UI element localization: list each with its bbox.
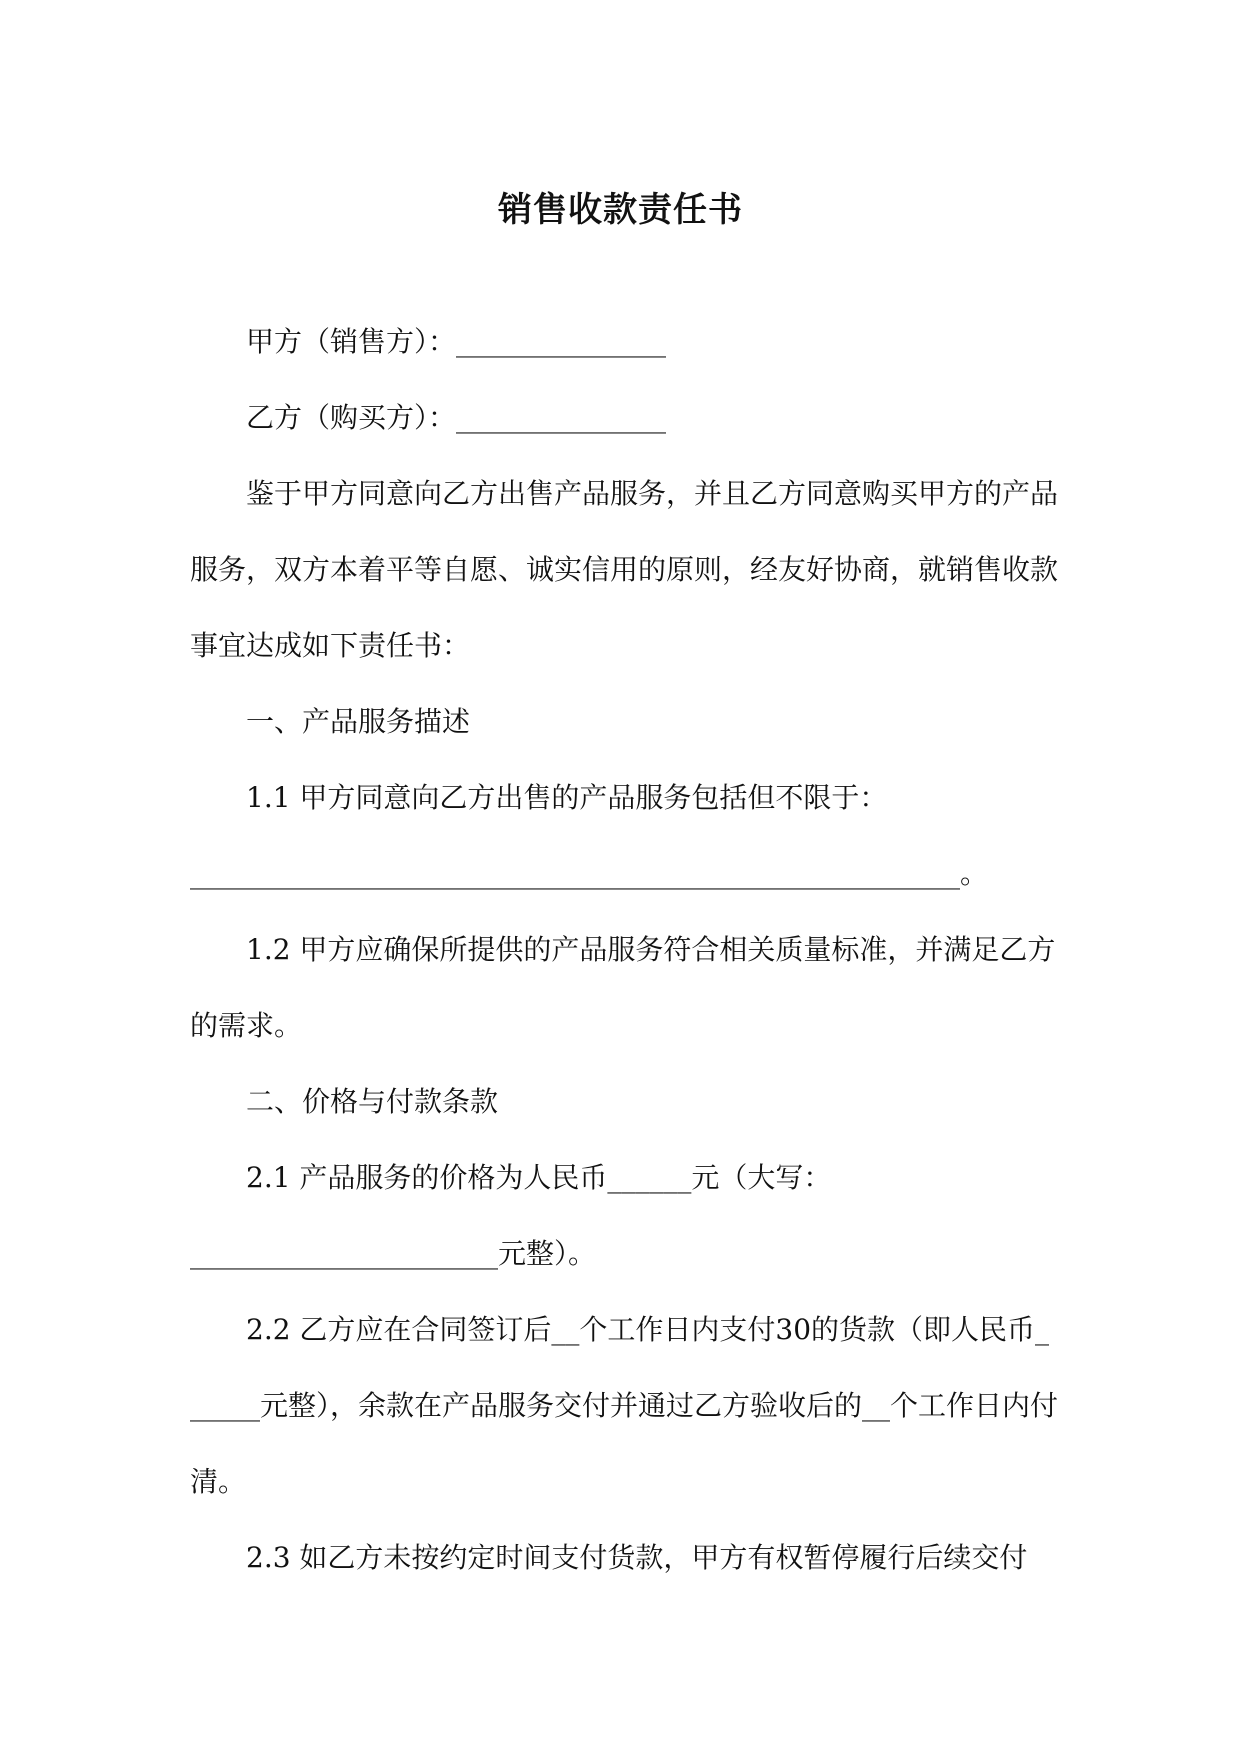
section-heading-1: 一、产品服务描述	[246, 705, 471, 738]
party-a-line: 甲方（销售方）：_______________	[246, 325, 667, 358]
clause-1-2: 1.2 甲方应确保所提供的产品服务符合相关质量标准，并满足乙方的需求。	[190, 933, 1056, 1042]
clause-1-1-blank-line: _______________________________________________________。	[190, 857, 989, 890]
clause-2-1: 2.1 产品服务的价格为人民币______元（大写：	[246, 1161, 832, 1194]
clause-1-1: 1.1 甲方同意向乙方出售的产品服务包括但不限于：	[246, 781, 888, 814]
party-b-line: 乙方（购买方）：_______________	[246, 401, 667, 434]
document-title: 销售收款责任书	[498, 190, 743, 230]
clause-2-1-continuation: ______________________元整）。	[190, 1237, 597, 1270]
clause-2-2: 2.2 乙方应在合同签订后__个工作日内支付30的货款（即人民币______元整），余款在产品服务交付并通过乙方验收后的__个工作日内付清。	[190, 1313, 1059, 1498]
preamble-paragraph: 鉴于甲方同意向乙方出售产品服务，并且乙方同意购买甲方的产品服务，双方本着平等自愿、诚实信用的原则，经友好协商，就销售收款事宜达成如下责任书：	[190, 477, 1059, 662]
clause-2-3: 2.3 如乙方未按约定时间支付货款，甲方有权暂停履行后续交付	[246, 1541, 1028, 1574]
document-body	[190, 304, 1060, 1596]
section-heading-2: 二、价格与付款条款	[246, 1085, 499, 1118]
